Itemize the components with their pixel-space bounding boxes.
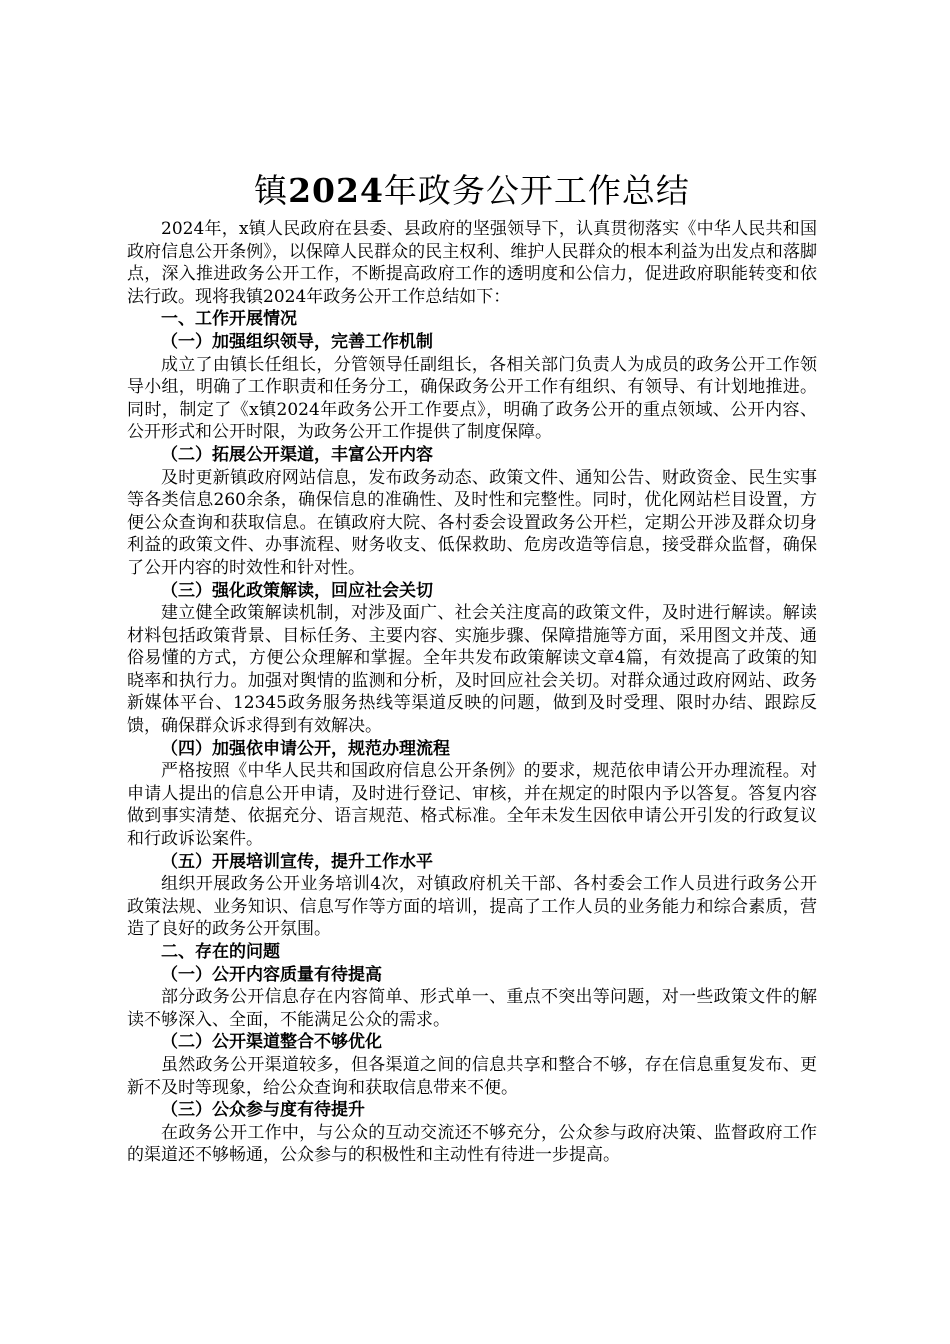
section-2-item-2-text: 虽然政务公开渠道较多，但各渠道之间的信息共享和整合不够，存在信息重复发布、更新不及时等现象，给公众查询和获取信息带来不便。 [127, 1054, 817, 1098]
section-2-heading: 二、存在的问题 [161, 942, 280, 962]
intro-paragraph: 2024年，x镇人民政府在县委、县政府的坚强领导下，认真贯彻落实《中华人民共和国政府信息公开条例》，以保障人民群众的民主权利、维护人民群众的根本利益为出发点和落脚点，深入推进政务公开工作，不断提高政府工作的透明度和公信力，促进政府职能转变和依法行政。现将我镇2024年政务公开工作总结如下： [127, 219, 817, 307]
section-1-item-4-heading: （四）加强依申请公开，规范办理流程 [161, 738, 450, 759]
section-1-item-1-text: 成立了由镇长任组长，分管领导任副组长，各相关部门负责人为成员的政务公开工作领导小组，明确了工作职责和任务分工，确保政务公开工作有组织、有领导、有计划地推进。同时，制定了《x镇2024年政务公开工作要点》，明确了政务公开的重点领域、公开内容、公开形式和公开时限，为政务公开工作提供了制度保障。 [127, 354, 817, 443]
title-year: 2024 [288, 171, 384, 210]
section-1-item-3-heading: （三）强化政策解读，回应社会关切 [161, 580, 433, 601]
title-suffix: 年政务公开工作总结 [383, 171, 690, 210]
section-1-item-5-heading: （五）开展培训宣传，提升工作水平 [161, 851, 433, 872]
section-1-item-1-heading: （一）加强组织领导，完善工作机制 [161, 331, 433, 352]
section-1-item-3-text: 建立健全政策解读机制，对涉及面广、社会关注度高的政策文件，及时进行解读。解读材料包括政策背景、目标任务、主要内容、实施步骤、保障措施等方面，采用图文并茂、通俗易懂的方式，方便公众理解和掌握。全年共发布政策解读文章4篇，有效提高了政策的知晓率和执行力。加强对舆情的监测和分析，及时回应社会关切。对群众通过政府网站、政务新媒体平台、12345政务服务热线等渠道反映的问题，做到及时受理、限时办结、跟踪反馈，确保群众诉求得到有效解决。 [127, 603, 817, 737]
section-1-item-2-text: 及时更新镇政府网站信息，发布政务动态、政策文件、通知公告、财政资金、民生实事等各类信息260余条，确保信息的准确性、及时性和完整性。同时，优化网站栏目设置，方便公众查询和获取信息。在镇政府大院、各村委会设置政务公开栏，定期公开涉及群众切身利益的政策文件、办事流程、财务收支、低保救助、危房改造等信息，接受群众监督，确保了公开内容的时效性和针对性。 [127, 467, 817, 578]
section-1-item-2-heading: （二）拓展公开渠道，丰富公开内容 [161, 444, 433, 465]
section-1-heading: 一、工作开展情况 [161, 309, 297, 330]
document-title [127, 168, 817, 214]
section-1-item-4-text: 严格按照《中华人民共和国政府信息公开条例》的要求，规范依申请公开办理流程。对申请人提出的信息公开申请，及时进行登记、审核，并在规定的时限内予以答复。答复内容做到事实清楚、依据充分、语言规范、格式标准。全年未发生因依申请公开引发的行政复议和行政诉讼案件。 [127, 761, 817, 850]
section-1-item-5-text: 组织开展政务公开业务培训4次，对镇政府机关干部、各村委会工作人员进行政务公开政策法规、业务知识、信息写作等方面的培训，提高了工作人员的业务能力和综合素质，营造了良好的政务公开氛围。 [127, 874, 817, 940]
section-2-item-2-heading: （二）公开渠道整合不够优化 [161, 1032, 382, 1053]
section-2-item-1-text: 部分政务公开信息存在内容简单、形式单一、重点不突出等问题，对一些政策文件的解读不够深入、全面，不能满足公众的需求。 [127, 987, 817, 1030]
section-2-item-3-heading: （三）公众参与度有待提升 [161, 1100, 365, 1121]
section-2-item-3-text: 在政务公开工作中，与公众的互动交流还不够充分，公众参与政府决策、监督政府工作的渠道还不够畅通，公众参与的积极性和主动性有待进一步提高。 [127, 1122, 817, 1166]
document-page [127, 168, 817, 1167]
title-prefix: 镇 [254, 171, 289, 210]
section-2-item-1-heading: （一）公开内容质量有待提高 [161, 964, 382, 985]
